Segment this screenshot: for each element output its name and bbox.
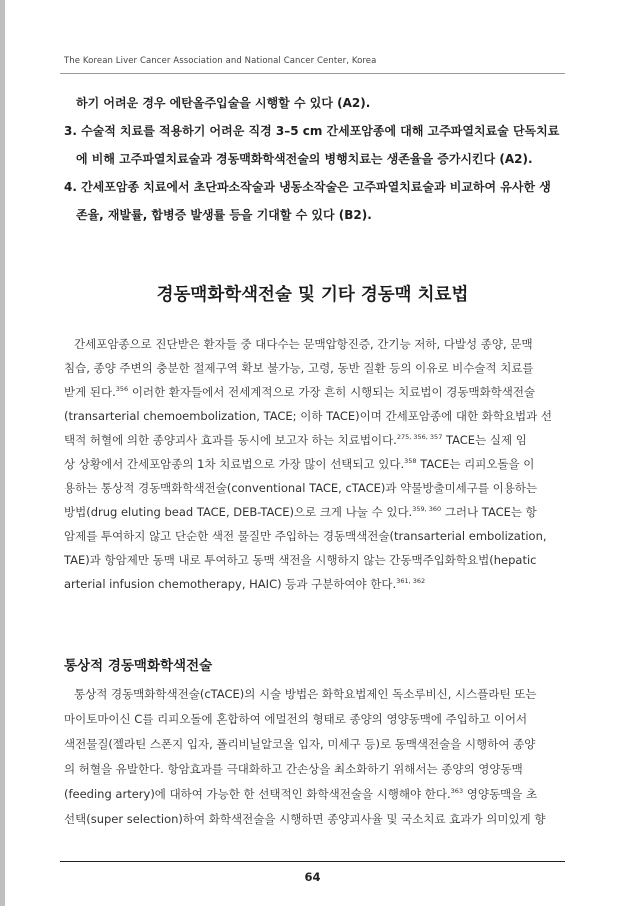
recommendation-line: 존율, 재발률, 합병증 발생률 등을 기대할 수 있다 (B2).	[76, 208, 372, 222]
recommendation-line: 하기 어려운 경우 에탄올주입술을 시행할 수 있다 (A2).	[76, 96, 371, 110]
text-line: 선택(super selection)하여 화학색전술을 시행하면 종양괴사율 및 국소치료 효과가 의미있게 향	[64, 812, 546, 826]
text-line: 통상적 경동맥화학색전술(cTACE)의 시술 방법은 화학요법제인 독소루비신, 시스플라틴 또는	[74, 687, 537, 701]
citation: 361, 362	[396, 577, 426, 585]
subsection-heading: 통상적 경동맥화학색전술	[64, 658, 213, 674]
footer-divider	[60, 861, 565, 862]
text-line: arterial infusion chemotherapy, HAIC) 등과 구분하여야 한다.$^{361, 362}$	[64, 577, 426, 591]
text-line: 상 상황에서 간세포암종의 1차 치료법으로 가장 많이 선택되고 있다.$^{358}$ TACE는 리피오돌을 이	[64, 457, 535, 471]
text-line: 간세포암종으로 진단받은 환자들 중 대다수는 문맥압항진증, 간기능 저하, 다발성 종양, 문맥	[74, 337, 533, 351]
text-line: TAE)과 항암제만 동맥 내로 투여하고 동맥 색전을 시행하지 않는 간동맥주입화학요법(hepatic	[64, 553, 537, 567]
text-line: 의 허혈을 유발한다. 항암효과를 극대화하고 간손상을 최소화하기 위해서는 종양의 영양동맥	[64, 762, 523, 776]
running-header: The Korean Liver Cancer Association and National Cancer Center, Korea	[64, 56, 377, 66]
header-divider	[60, 73, 565, 74]
text-line: 침습, 종양 주변의 충분한 절제구역 확보 불가능, 고령, 동반 질환 등의 이유로 비수술적 치료를	[64, 361, 534, 375]
text-line: 용하는 통상적 경동맥화학색전술(conventional TACE, cTACE)과 약물방출미세구를 이용하는	[64, 481, 538, 495]
text-line: (transarterial chemoembolization, TACE; 이하 TACE)이며 간세포암종에 대한 화학요법과 선	[64, 409, 553, 423]
citation: 363	[450, 787, 464, 795]
text-line: (feeding artery)에 대하여 가능한 한 선택적인 화학색전술을 시행해야 한다.$^{363}$ 영양동맥을 초	[64, 787, 538, 801]
left-margin-rule	[0, 0, 5, 906]
citation: 358	[404, 457, 417, 465]
section-title: 경동맥화학색전술 및 기타 경동맥 치료법	[156, 285, 469, 305]
text-line: 받게 된다.$^{356}$ 이러한 환자들에서 전세계적으로 가장 흔히 시행되는 치료법이 경동맥화학색전술	[64, 385, 536, 399]
page-number: 64	[304, 870, 321, 884]
citation: 275, 356, 357	[396, 433, 443, 441]
recommendation-line: 3. 수술적 치료를 적용하기 어려운 직경 3–5 cm 간세포암종에 대해 고주파열치료술 단독치료	[64, 124, 560, 138]
text-line: 마이토마이신 C를 리피오돌에 혼합하여 에멀전의 형태로 종양의 영양동맥에 주입하고 이어서	[64, 712, 528, 726]
recommendation-line: 에 비해 고주파열치료술과 경동맥화학색전술의 병행치료는 생존율을 증가시킨다 (A2).	[76, 152, 533, 166]
text-line: 암제를 투여하지 않고 단순한 색전 물질만 주입하는 경동맥색전술(transarterial embolization,	[64, 529, 547, 543]
recommendation-line: 4. 간세포암종 치료에서 초단파소작술과 냉동소작술은 고주파열치료술과 비교하여 유사한 생	[64, 180, 551, 194]
text-line: 택적 허혈에 의한 종양괴사 효과를 동시에 보고자 하는 치료법이다.$^{275, 356, 357}$ TACE는 실제 임	[64, 433, 527, 447]
text-line: 방법(drug eluting bead TACE, DEB-TACE)으로 크게 나눌 수 있다.$^{359, 360}$ 그러나 TACE는 항	[64, 505, 537, 519]
citation: 356	[115, 385, 129, 393]
citation: 359, 360	[412, 505, 442, 513]
text-line: 색전물질(젤라틴 스폰지 입자, 폴리비닐알코올 입자, 미세구 등)로 동맥색전술을 시행하여 종양	[64, 737, 536, 751]
